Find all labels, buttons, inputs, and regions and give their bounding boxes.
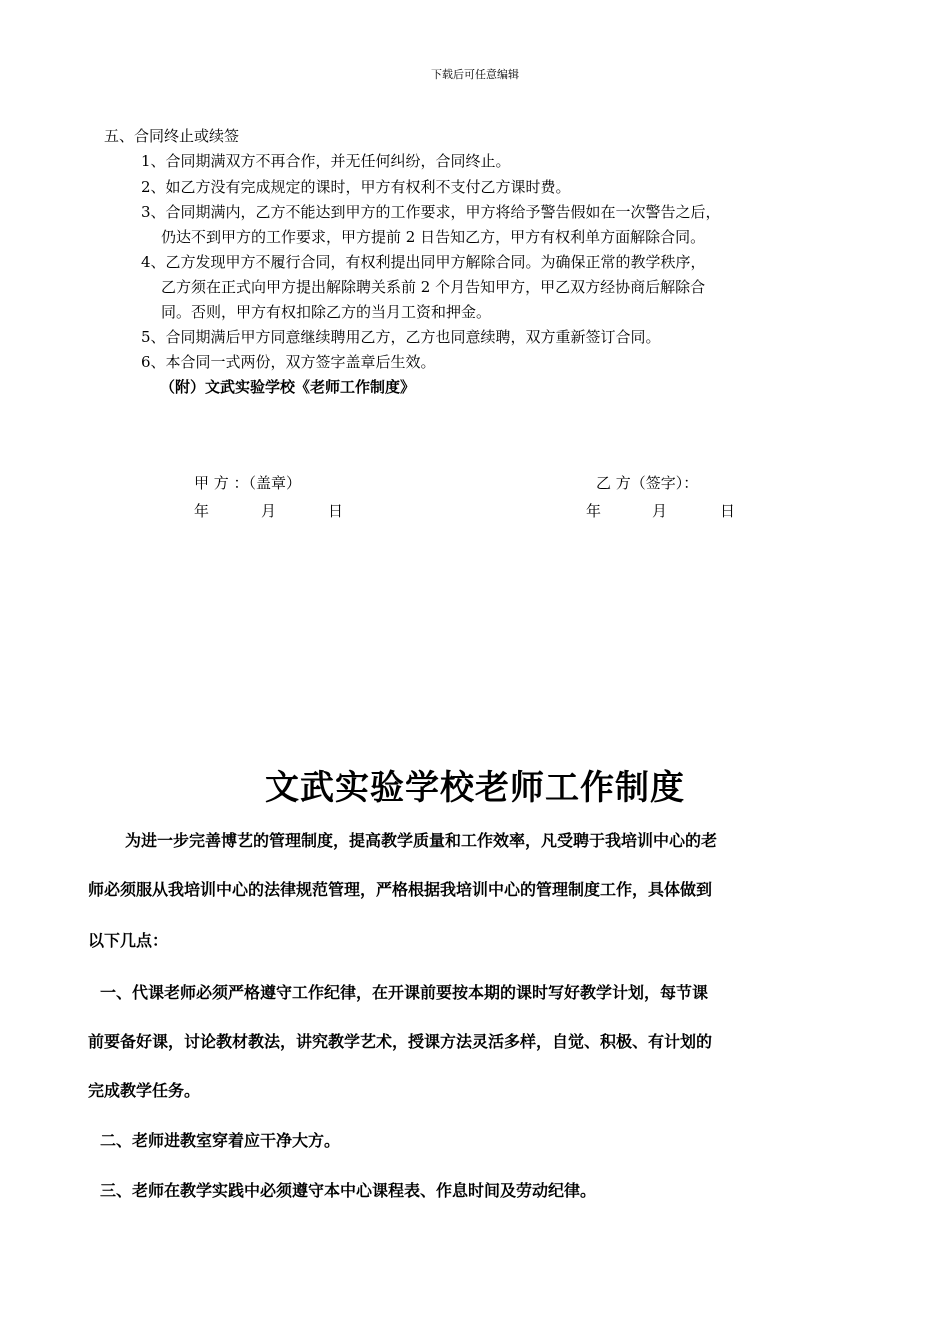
section-heading: 五、合同终止或续签 (104, 127, 240, 145)
rule-1-line-1: 一、代课老师必须严格遵守工作纪律，在开课前要按本期的课时写好教学计划，每节课 (100, 983, 709, 1002)
rule-3: 三、老师在教学实践中必须遵守本中心课程表、作息时间及劳动纪律。 (100, 1181, 597, 1200)
date-b-month: 月 (652, 502, 668, 520)
rule-1-line-3: 完成教学任务。 (88, 1081, 201, 1100)
clause-5: 5、合同期满后甲方同意继续聘用乙方，乙方也同意续聘，双方重新签订合同。 (141, 328, 661, 346)
intro-line-1: 为进一步完善博艺的管理制度，提高教学质量和工作效率，凡受聘于我培训中心的老 (125, 831, 718, 850)
date-b-day: 日 (720, 502, 736, 520)
date-a-month: 月 (261, 502, 277, 520)
party-b-label: 乙 方（签字）： (596, 474, 699, 492)
party-a-label: 甲 方 ：（盖章） (194, 474, 302, 492)
rule-2: 二、老师进教室穿着应干净大方。 (100, 1131, 341, 1150)
clause-3: 3、合同期满内，乙方不能达到甲方的工作要求，甲方将给予警告假如在一次警告之后， (141, 203, 721, 221)
clause-1: 1、合同期满双方不再合作，并无任何纠纷，合同终止。 (141, 152, 511, 170)
date-a-year: 年 (194, 502, 210, 520)
date-a-day: 日 (328, 502, 344, 520)
page-header-note: 下载后可任意编辑 (431, 68, 519, 81)
clause-6: 6、本合同一式两份，双方签字盖章后生效。 (141, 353, 436, 371)
attachment-note: （附）文武实验学校《老师工作制度》 (160, 378, 416, 396)
clause-2: 2、如乙方没有完成规定的课时，甲方有权利不支付乙方课时费。 (141, 178, 571, 196)
date-b-year: 年 (586, 502, 602, 520)
clause-4-cont-1: 乙方须在正式向甲方提出解除聘关系前 2 个月告知甲方，甲乙双方经协商后解除合 (161, 278, 706, 296)
intro-line-3: 以下几点： (88, 931, 169, 950)
clause-4-cont-2: 同。否则，甲方有权扣除乙方的当月工资和押金。 (161, 303, 492, 321)
clause-4: 4、乙方发现甲方不履行合同，有权利提出同甲方解除合同。为确保正常的教学秩序， (141, 253, 706, 271)
rule-1-line-2: 前要备好课，讨论教材教法，讲究教学艺术，授课方法灵活多样，自觉、积极、有计划的 (88, 1032, 713, 1051)
clause-3-cont: 仍达不到甲方的工作要求，甲方提前 2 日告知乙方，甲方有权利单方面解除合同。 (161, 228, 706, 246)
rules-title: 文武实验学校老师工作制度 (265, 768, 685, 808)
intro-line-2: 师必须服从我培训中心的法律规范管理，严格根据我培训中心的管理制度工作，具体做到 (88, 880, 713, 899)
